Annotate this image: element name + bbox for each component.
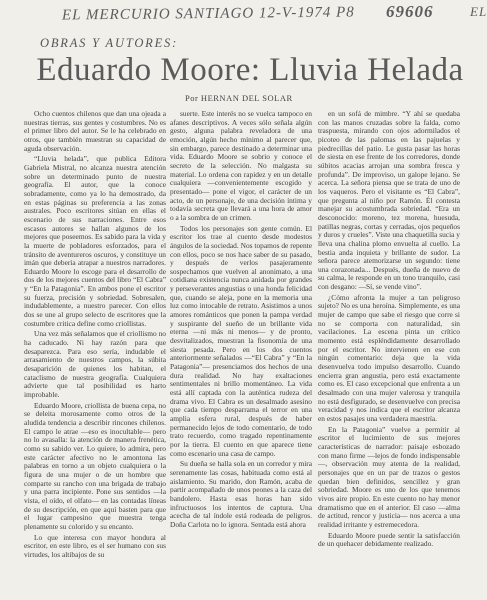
handwritten-clipping-note: EL MERCURIO SANTIAGO 12-V-1974 P8 bbox=[61, 4, 355, 24]
article-column-3 bbox=[318, 110, 460, 549]
article-byline: Por HERNAN DEL SOLAR bbox=[185, 93, 293, 103]
article-paragraph: ¿Cómo afronta la mujer a tan peligroso sujeto? No es una heroína. Simplemente, es una mujer de campo que sabe el riesgo que corre si no se comporta con naturalidad, sin vacilaciones. La escena pinta un crítico momento está espléndidamente desarrollado por el escritor. No intervienen en ese con ningún comentario: deja que la vida desenvuelva todo impulso desarrollo. Cuando encierra gran angustia, pero está exactamente como es. El caso excepcional que enfrenta a un desalmado con una mujer valerosa y tranquila no está desfigurado, se desenvuelve con precisa veracidad y nos indica que el escritor alcanza en estos pasajes una verdadera maestría. bbox=[318, 292, 460, 423]
article-paragraph: “Lluvia helada”, que publica Editora Gabriela Mistral, no alcanza nuestra atención sobre un determinado punto de nuestra geografía. El autor, que la conoce sobradamente, como ya lo ha demostrado, da en estas páginas su preferencia a las zonas australes. Poco escritores sitúan en ellas el escenario de sus narraciones. Entre esos escasos autores se hallan algunos de los mejores que poseemos. Es sabido para la vida y la muerte de pobladores esforzados, para el tránsito de aventureros oscuros, y constituye un imán que debería atrapar a nuestros narradores. Eduardo Moore lo escoge para el desarrollo de dos de los mejores cuentos del libro “El Cabra” y “En la Patagonia”. En ambos pone el escritor su fuerza, precisión y sobriedad. Sobresalen, indudablemente, a nuestro parecer. Con ellos dos se une al grupo selecto de escritores que la costumbre critica define como criollistas. bbox=[24, 154, 166, 328]
article-paragraph: Todos los personajes son gente común. El escritor los trae al cuento desde modestos ángulos de la sociedad. Nos topamos de repente con ellos, poco se nos hace saber de su pasado, y después de verlos pasajeramente sospechamos que vuelven al anonimato, a una cotidiana existencia nunca anidada por grandes y perseverantes angustias o una honda felicidad que, cuando se aleja, pone en la memoria una luz como intocable de retrato. Asistimos a unos amores románticos que ponen la pampa verdad y suspirante del sueño de un brillante vida eterna —ni más ni menos— y de pronto, desvitalizados, muestran la fisonomía de una siesta pesada. Pero en los dos cuentos anteriormente señalados —“El Cabra” y “En la Patagonia”— presenciamos dos hechos de una dura realidad. No hay exaltaciones sentimentales ni brillo momentáneo. La vida está allí captada con la auténtica rudeza del drama vivo. El Cabra es un desalmado asesino que cada tiempo desparrama el terror en una amplia esfera rural, después de haber permanecido lejos de todo comentario, de todo trato recuerdo, como tragado repentinamente por la tierra. El cuento en que aparece tiene como escenario una casa de campo. bbox=[170, 223, 312, 458]
article-column-2 bbox=[170, 110, 312, 530]
article-paragraph: en un sofá de mimbre. “Y ahí se quedaba con las manos cruzadas sobre la falda, como traspuesta, mirando con ojos adormilados el picoteo de las palomas en las pajuelas y piedrecillas del patio. Le gusta pasar las horas de siesta en ese frente de los corredores, donde súbitos acacias arrojan una sombra fresca y profunda”. De improviso, un galope lejano. Se acerca. La señora piensa que se trata de uno de los vaqueros. Pero el visitante es “El Cabra”, que pregunta al niño por Ramón. Él contesta manejar su acostumbrada sobriedad. “Era un desconocido: moreno, tez morena, huesuda, patillas negras, cortas y cerradas, ojos pequeños y duros y crueles”. Viste una chaquetilla sucia y lleva una chalina plomo envuelta al cuello. La bestia anda inquieta y brillante de sudor. La señora parece atemorizarse un segundo: tiene una corazonada... Después, dueña de nuevo de su calma, le responde en un tono tranquilo, casi con desgano: —Sí, se vende vino”. bbox=[318, 109, 460, 292]
handwritten-corner-mark: EL bbox=[470, 4, 487, 19]
handwritten-archive-number: 69606 bbox=[386, 2, 434, 21]
article-column-1 bbox=[24, 110, 166, 559]
article-paragraph: suerte. Este interés no se vuelca tampoco en afanes descriptivos. A veces sólo señala algún gesto, alguna palabra reveladora de una emoción, algún hecho mínimo al parecer que, sin embargo, parece destinado a determinar una vida. Eduardo Moore se sobrio y conoce el secreto de la selección. No malgasta su material. Lo ordena con rapidez y en un detalle cualquiera —convenientemente escogido y presentado— pone el vigor, el carácter de un acto, de un personaje, de una decisión íntima y todavía secreta que llevará a una hora de amor o a la sombra de un crimen. bbox=[170, 109, 312, 222]
article-paragraph: Una vez más señalamos que el criollismo no ha caducado. Ni hay razón para que desaparezca. Para eso sería, indudable el arrasamiento de nuestros campos, la súbita desaparición de quienes los habitan, el cataclismo de nuestra geografía. Cualquiera advierte que tal posibilidad es harto improbable. bbox=[24, 329, 166, 399]
article-paragraph: Eduardo Moore puede sentir la satisfacción de un quehacer debidamente realizado. bbox=[318, 530, 460, 549]
article-paragraph: Lo que interesa con mayor hondura al escritor, en este libro, es el ser humano con sus virtudes, los altibajos de su bbox=[24, 532, 166, 559]
article-paragraph: Su dueña se halla sola en un corredor y mira serenamente las cosas, habituada como está al aislamiento. Su marido, don Ramón, acaba de partir acompañado de unos peones a la caza del bandolero. Hasta esas horas han sido infructuosos los intentos de captura. Una acecha de tal índole está rodeada de peligros. Doña Carlota no lo ignora. Sentada está ahora bbox=[170, 459, 312, 529]
article-title: Eduardo Moore: Lluvia Helada bbox=[36, 52, 464, 88]
article-paragraph: En la Patagonia” vuelve a permitir al escritor el lucimiento de sus mejores características de narrador: paisaje esbozado con mano firme —lejos de fondo indispensable—, observación muy atenta de la realidad, personajes que en un par de trazos o gestos quedan bien definidos, sencillez y gran sobriedad. Moore es uno de los que tenemos vivos aire propio. En este cuento no hay menor dramatismo que en el anterior. El caso —alma de actitud, rencor y justicia— nos acerca a una realidad irritante y estremecedora. bbox=[318, 424, 460, 529]
article-paragraph: Ocho cuentos chilenos que dan una ojeada a nuestras tierras, sus gentes y costumbres. No es el primer libro del autor. Se le ha celebrado en otros, que también muestran su capacidad de aguda observación. bbox=[24, 109, 166, 153]
article-paragraph: Eduardo Moore, criollista de buena cepa, no se deleita morosamente como otros de la aludida tendencia a describir rincones chilenos. El campo le atrae —eso es inocultable— pero no lo avasalla: la atención de manera frenética, como su sabido ver. Lo quiere, lo admira, pero este carácter afectivo no le amontona las palabras en torno a un objeto cualquiera o la figura de una mujer o de un hombre que comparte su rancho con una brigada de trabajo y una parra incipiente. Pone sus sentidos —la vista, el oído, el olfato— en las contadas líneas de su descripción, en que aquí basten para que el lugar campesino que muestra tenga plenamente su colorido y su encanto. bbox=[24, 400, 166, 531]
section-heading: OBRAS Y AUTORES: bbox=[40, 36, 179, 50]
